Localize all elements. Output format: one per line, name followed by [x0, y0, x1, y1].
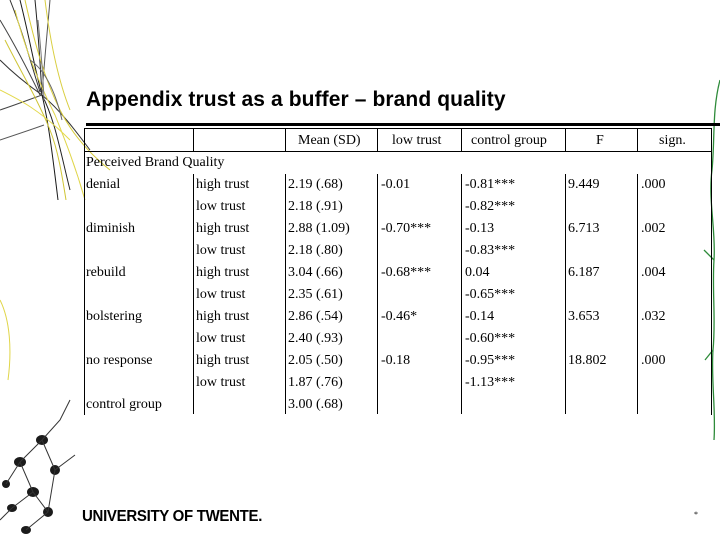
section-label: Perceived Brand Quality: [86, 155, 225, 170]
strategy-cell: control group: [86, 397, 162, 412]
control-diff-cell: -0.81***: [465, 177, 516, 192]
header-col-divider: [565, 128, 566, 151]
neuron-line-art-bottom: [0, 0, 90, 540]
body-col-divider: [461, 174, 462, 414]
header-mean-sd: Mean (SD): [298, 133, 361, 148]
control-diff-cell: -0.65***: [465, 287, 516, 302]
body-col-divider: [637, 174, 638, 414]
trust-level-cell: low trust: [196, 243, 246, 258]
strategy-cell: no response: [86, 353, 153, 368]
low-trust-diff-cell: -0.01: [381, 177, 411, 192]
mean-sd-cell: 2.05 (.50): [288, 353, 343, 368]
control-diff-cell: -0.95***: [465, 353, 516, 368]
control-diff-cell: -0.60***: [465, 331, 516, 346]
trust-level-cell: low trust: [196, 199, 246, 214]
f-value-cell: 6.713: [568, 221, 600, 236]
header-col-divider: [285, 128, 286, 151]
mean-sd-cell: 2.88 (1.09): [288, 221, 350, 236]
control-diff-cell: -0.83***: [465, 243, 516, 258]
mean-sd-cell: 3.00 (.68): [288, 397, 343, 412]
low-trust-diff-cell: -0.18: [381, 353, 411, 368]
mean-sd-cell: 1.87 (.76): [288, 375, 343, 390]
mean-sd-cell: 3.04 (.66): [288, 265, 343, 280]
f-value-cell: 9.449: [568, 177, 600, 192]
trust-level-cell: high trust: [196, 265, 250, 280]
title-underline: [86, 123, 720, 126]
trust-level-cell: high trust: [196, 309, 250, 324]
header-control-group: control group: [471, 133, 547, 148]
sign-cell: .004: [641, 265, 666, 280]
control-diff-cell: -0.14: [465, 309, 495, 324]
header-col-divider: [193, 128, 194, 151]
header-low-trust: low trust: [392, 133, 442, 148]
header-f: F: [596, 133, 604, 148]
slide-title: Appendix trust as a buffer – brand quality: [86, 88, 506, 111]
mean-sd-cell: 2.86 (.54): [288, 309, 343, 324]
mean-sd-cell: 2.18 (.91): [288, 199, 343, 214]
control-diff-cell: -1.13***: [465, 375, 516, 390]
control-diff-cell: -0.82***: [465, 199, 516, 214]
strategy-cell: denial: [86, 177, 121, 192]
control-diff-cell: 0.04: [465, 265, 490, 280]
mean-sd-cell: 2.40 (.93): [288, 331, 343, 346]
control-diff-cell: -0.13: [465, 221, 495, 236]
header-col-divider: [461, 128, 462, 151]
trust-level-cell: low trust: [196, 331, 246, 346]
trust-level-cell: high trust: [196, 353, 250, 368]
low-trust-diff-cell: -0.46*: [381, 309, 418, 324]
header-col-divider: [377, 128, 378, 151]
header-col-divider: [637, 128, 638, 151]
f-value-cell: 18.802: [568, 353, 607, 368]
sign-cell: .000: [641, 177, 666, 192]
strategy-cell: bolstering: [86, 309, 142, 324]
body-col-divider: [565, 174, 566, 414]
page-number: *: [694, 510, 698, 519]
body-col-divider: [377, 174, 378, 414]
low-trust-diff-cell: -0.68***: [381, 265, 432, 280]
sign-cell: .002: [641, 221, 666, 236]
mean-sd-cell: 2.35 (.61): [288, 287, 343, 302]
trust-level-cell: low trust: [196, 287, 246, 302]
header-sign: sign.: [659, 133, 686, 148]
trust-level-cell: low trust: [196, 375, 246, 390]
university-logo: UNIVERSITY OF TWENTE.: [82, 507, 263, 526]
sign-cell: .000: [641, 353, 666, 368]
trust-level-cell: high trust: [196, 221, 250, 236]
f-value-cell: 6.187: [568, 265, 600, 280]
strategy-cell: rebuild: [86, 265, 126, 280]
low-trust-diff-cell: -0.70***: [381, 221, 432, 236]
sign-cell: .032: [641, 309, 666, 324]
mean-sd-cell: 2.19 (.68): [288, 177, 343, 192]
trust-level-cell: high trust: [196, 177, 250, 192]
mean-sd-cell: 2.18 (.80): [288, 243, 343, 258]
strategy-cell: diminish: [86, 221, 136, 236]
header-divider: [84, 151, 712, 152]
f-value-cell: 3.653: [568, 309, 600, 324]
body-col-divider: [193, 174, 194, 414]
body-col-divider: [285, 174, 286, 414]
